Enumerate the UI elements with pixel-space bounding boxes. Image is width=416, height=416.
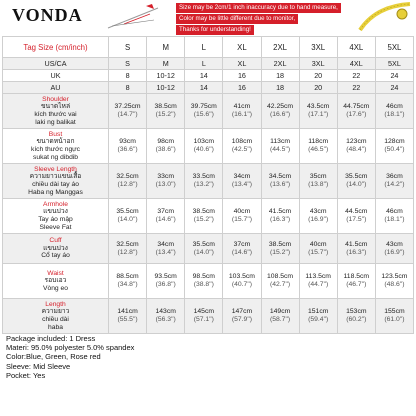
value-cm: 38.5cm	[192, 208, 215, 215]
size-header-cell: 3XL	[299, 37, 337, 58]
measurement-cell	[299, 199, 337, 234]
measurement-cell	[147, 199, 185, 234]
measurement-cell	[223, 129, 261, 164]
measurement-translation: แขนบ่วง	[43, 244, 68, 252]
value-inch: (15.7")	[308, 248, 329, 256]
measurement-translation: ความยาว	[41, 308, 70, 316]
measurement-cell	[223, 234, 261, 264]
value-inch: (12.8")	[117, 181, 138, 188]
value-cm: 123.5cm	[381, 273, 408, 280]
measurement-cell	[299, 94, 337, 129]
value-inch: (57.1")	[193, 316, 214, 323]
value-inch: (15.7")	[231, 216, 253, 223]
measurement-label	[3, 129, 109, 164]
value-cm: 151cm	[307, 308, 329, 315]
value-cm: 32.5cm	[116, 173, 139, 180]
value-cm: 44.75cm	[343, 103, 370, 110]
value-cm: 41.5cm	[268, 208, 292, 215]
value-inch: (15.2")	[269, 248, 291, 256]
value-inch: (14.0")	[193, 248, 214, 256]
measurement-name: Cuff	[49, 237, 62, 245]
value-cm: 149cm	[269, 308, 291, 315]
value-inch: (36.8")	[155, 281, 176, 288]
measurement-cell	[337, 264, 375, 299]
value-cm: 88.5cm	[116, 273, 139, 280]
value-cm: 98.5cm	[192, 273, 215, 280]
measurement-cell	[185, 299, 223, 334]
value-cm: 153cm	[346, 308, 367, 315]
value-cm: 34cm	[233, 173, 251, 180]
value-inch: (59.4")	[308, 316, 329, 323]
measurement-cell	[147, 164, 185, 199]
value-cm: 93cm	[119, 138, 136, 145]
measurement-cell	[109, 299, 147, 334]
measurement-cell	[147, 299, 185, 334]
table-cell: 10-12	[147, 82, 185, 94]
table-cell: 18	[261, 70, 299, 82]
measurement-cell	[299, 264, 337, 299]
value-inch: (48.4")	[346, 146, 367, 153]
table-cell: 14	[185, 82, 223, 94]
value-cm: 98cm	[157, 138, 174, 145]
value-inch: (14.6")	[155, 216, 176, 223]
value-inch: (40.7")	[231, 281, 253, 288]
measurement-cell	[185, 129, 223, 164]
value-cm: 34.5cm	[268, 173, 292, 180]
measurement-row	[3, 94, 414, 129]
measurement-cell	[223, 94, 261, 129]
value-cm: 33cm	[157, 173, 174, 180]
value-cm: 108cm	[231, 138, 253, 145]
value-inch: (36.6")	[117, 146, 138, 153]
table-cell: 22	[337, 70, 375, 82]
measurement-cell	[375, 264, 413, 299]
table-cell: 4XL	[337, 58, 375, 70]
measurement-cell	[375, 129, 413, 164]
value-inch: (57.9")	[231, 316, 253, 323]
measurement-cell	[185, 234, 223, 264]
value-inch: (61.0")	[384, 316, 405, 323]
value-cm: 35cm	[309, 173, 327, 180]
value-cm: 128cm	[384, 138, 405, 145]
notice-banner	[176, 3, 346, 36]
value-inch: (16.3")	[346, 248, 367, 256]
measurement-cell	[261, 129, 299, 164]
value-cm: 113cm	[270, 138, 291, 145]
measurement-translation: Tay áo mập	[38, 216, 73, 223]
measurement-cell	[185, 94, 223, 129]
value-cm: 155cm	[384, 308, 405, 315]
measurement-translation: chiều dài	[42, 316, 69, 323]
measurement-translation: ความยาวแขนเสื้อ	[29, 173, 82, 181]
value-cm: 143cm	[155, 308, 176, 315]
row-label: UK	[3, 70, 109, 82]
table-cell: 10-12	[147, 70, 185, 82]
table-cell: 16	[223, 82, 261, 94]
value-cm: 36cm	[386, 173, 403, 180]
measurement-row	[3, 299, 414, 334]
measurement-name: Sleeve Length	[34, 165, 77, 173]
value-inch: (18.1")	[384, 111, 405, 118]
value-inch: (42.5")	[231, 146, 253, 153]
measurement-translation: kích thước ngực	[30, 146, 81, 153]
size-header-cell: L	[185, 37, 223, 58]
value-cm: 35.5cm	[192, 240, 215, 248]
measurement-cell	[261, 94, 299, 129]
measurement-cell	[109, 264, 147, 299]
size-conversion-row	[3, 82, 414, 94]
value-inch: (46.7")	[346, 281, 367, 288]
measurement-cell	[147, 264, 185, 299]
table-cell: XL	[223, 58, 261, 70]
value-cm: 35.5cm	[345, 173, 368, 180]
measurement-label	[3, 94, 109, 129]
measurement-translation: haba	[48, 323, 63, 331]
info-line: Color:Blue, Green, Rose red	[6, 352, 101, 362]
value-cm: 44.5cm	[345, 208, 368, 215]
value-inch: (40.6")	[193, 146, 214, 153]
info-line: Pocket: Yes	[6, 370, 46, 380]
table-cell: 5XL	[375, 58, 413, 70]
measurement-cell	[147, 234, 185, 264]
measurement-cell	[185, 264, 223, 299]
table-cell: 8	[109, 82, 147, 94]
value-inch: (44.5")	[269, 146, 291, 153]
measurement-translation: chiều dài tay áo	[32, 181, 79, 188]
value-inch: (13.0")	[155, 181, 176, 188]
value-cm: 40cm	[233, 208, 251, 215]
measurement-cell	[261, 164, 299, 199]
measurement-cell	[337, 94, 375, 129]
value-cm: 33.5cm	[192, 173, 215, 180]
measurement-name: Bust	[48, 130, 63, 138]
value-inch: (38.8")	[193, 281, 214, 288]
measurement-cell	[109, 199, 147, 234]
value-cm: 39.75cm	[190, 103, 217, 110]
header	[0, 0, 416, 36]
value-inch: (13.6")	[269, 181, 291, 188]
measurement-label	[3, 199, 109, 234]
value-cm: 103.5cm	[228, 273, 255, 280]
value-inch: (14.0")	[117, 216, 138, 223]
measurement-cell	[375, 94, 413, 129]
measurement-label	[3, 234, 109, 264]
measurement-row	[3, 234, 414, 264]
value-cm: 37cm	[157, 208, 174, 215]
value-cm: 38.5cm	[154, 103, 177, 110]
notice-line: Thanks for understanding!	[176, 25, 254, 35]
info-line: Package included: 1 Dress	[6, 334, 96, 343]
table-cell: 20	[299, 82, 337, 94]
value-inch: (13.8")	[308, 181, 329, 188]
measurement-translation: laki ng balikat	[35, 118, 76, 126]
value-cm: 43cm	[309, 208, 327, 215]
value-inch: (16.9")	[308, 216, 329, 223]
measurement-cell	[223, 264, 261, 299]
measurement-row	[3, 199, 414, 234]
measurement-translation: sukat ng dibdib	[33, 153, 78, 161]
measurement-translation: ขนาดไหล่	[40, 103, 71, 111]
measurement-cell	[223, 199, 261, 234]
value-inch: (16.3")	[269, 216, 291, 223]
measurement-cell	[337, 299, 375, 334]
value-cm: 34cm	[157, 240, 174, 248]
measurement-cell	[261, 299, 299, 334]
measurement-cell	[299, 299, 337, 334]
value-cm: 43.5cm	[307, 103, 330, 110]
value-inch: (58.7")	[269, 316, 291, 323]
table-cell: S	[109, 58, 147, 70]
measuring-tape-icon	[356, 0, 414, 34]
measurement-label	[3, 164, 109, 199]
value-cm: 38.5cm	[268, 240, 292, 248]
value-inch: (56.3")	[155, 316, 176, 323]
measurement-cell	[261, 234, 299, 264]
measurement-cell	[375, 164, 413, 199]
value-inch: (16.6")	[269, 111, 291, 118]
measurement-translation: ขนาดหน้าอก	[36, 138, 75, 146]
value-inch: (15.6")	[193, 111, 214, 118]
notice-line: Size may be 2cm/1 inch inaccuracy due to hand measure,	[176, 3, 341, 13]
value-inch: (34.8")	[117, 281, 138, 288]
value-inch: (14.2")	[384, 181, 405, 188]
measurement-cell	[147, 94, 185, 129]
table-cell: 24	[375, 82, 413, 94]
product-info	[6, 334, 134, 380]
value-cm: 108.5cm	[267, 273, 294, 280]
value-cm: 41.5cm	[345, 240, 368, 248]
value-inch: (15.2")	[155, 111, 176, 118]
table-cell: 16	[223, 70, 261, 82]
value-cm: 93.5cm	[154, 273, 177, 280]
measurement-cell	[299, 164, 337, 199]
value-inch: (48.6")	[384, 281, 405, 288]
measurement-row	[3, 264, 414, 299]
measurement-label	[3, 299, 109, 334]
measurement-cell	[261, 264, 299, 299]
measurement-cell	[223, 299, 261, 334]
value-cm: 141cm	[117, 308, 138, 315]
measurement-cell	[185, 164, 223, 199]
value-cm: 32.5cm	[116, 240, 139, 248]
measurement-cell	[337, 199, 375, 234]
value-inch: (50.4")	[384, 146, 405, 153]
value-inch: (14.6")	[231, 248, 253, 256]
value-cm: 46cm	[386, 208, 403, 215]
measurement-translation: Cổ tay áo	[41, 252, 70, 260]
measurement-label	[3, 264, 109, 299]
table-cell: 2XL	[261, 58, 299, 70]
value-cm: 118.5cm	[343, 273, 370, 280]
measurement-translation: แขนบ่วง	[43, 208, 68, 216]
measurement-cell	[109, 94, 147, 129]
value-cm: 46cm	[386, 103, 403, 110]
value-cm: 123cm	[346, 138, 367, 145]
measurement-cell	[337, 164, 375, 199]
value-cm: 145cm	[193, 308, 215, 315]
measurement-cell	[375, 199, 413, 234]
table-cell: 18	[261, 82, 299, 94]
value-inch: (44.7")	[308, 281, 329, 288]
size-header-row	[3, 37, 414, 58]
value-inch: (16.9")	[384, 248, 405, 256]
value-inch: (46.5")	[308, 146, 329, 153]
table-cell: M	[147, 58, 185, 70]
table-cell: 8	[109, 70, 147, 82]
measurement-cell	[337, 234, 375, 264]
value-cm: 37.25cm	[114, 103, 141, 110]
measurement-cell	[299, 234, 337, 264]
value-inch: (13.4")	[155, 248, 176, 256]
size-conversion-row	[3, 70, 414, 82]
ruler-icon	[102, 2, 162, 32]
value-cm: 118cm	[308, 138, 329, 145]
measurement-name: Shoulder	[42, 95, 69, 103]
value-cm: 40cm	[309, 240, 327, 248]
value-inch: (16.1")	[231, 111, 253, 118]
table-cell: 22	[337, 82, 375, 94]
measurement-cell	[223, 164, 261, 199]
size-header-cell: S	[109, 37, 147, 58]
measurement-cell	[299, 129, 337, 164]
measurement-cell	[109, 129, 147, 164]
value-inch: (17.5")	[346, 216, 367, 223]
measurement-row	[3, 164, 414, 199]
measurement-translation: kích thước vai	[34, 111, 77, 118]
value-inch: (15.2")	[193, 216, 214, 223]
value-inch: (12.8")	[117, 248, 138, 256]
table-cell: L	[185, 58, 223, 70]
measurement-name: Armhole	[43, 200, 68, 208]
size-header-cell: XL	[223, 37, 261, 58]
measurement-translation: Haba ng Manggas	[28, 188, 83, 196]
value-cm: 43cm	[386, 240, 403, 248]
measurement-translation: รอบเอว	[44, 277, 67, 285]
measurement-translation: Vòng eo	[43, 284, 68, 292]
value-inch: (17.1")	[308, 111, 329, 118]
measurement-cell	[147, 129, 185, 164]
measurement-cell	[261, 199, 299, 234]
value-inch: (14.7")	[117, 111, 138, 118]
table-cell: 3XL	[299, 58, 337, 70]
value-cm: 41cm	[233, 103, 251, 110]
size-chart-table	[2, 36, 414, 334]
value-cm: 35.5cm	[116, 208, 139, 215]
value-inch: (55.5")	[117, 316, 138, 323]
size-header-cell: M	[147, 37, 185, 58]
measurement-name: Waist	[47, 269, 64, 277]
measurement-cell	[109, 164, 147, 199]
brand-logo: VONDA	[12, 5, 83, 25]
row-label: Tag Size (cm/inch)	[3, 37, 109, 58]
size-header-cell: 4XL	[337, 37, 375, 58]
measurement-row	[3, 129, 414, 164]
info-line: Sleeve: Mid Sleeve	[6, 361, 71, 371]
value-inch: (60.2")	[346, 316, 367, 323]
measurement-cell	[375, 234, 413, 264]
info-line: Materi: 95.0% polyester 5.0% spandex	[6, 343, 135, 353]
row-label: US/CA	[3, 58, 109, 70]
value-cm: 103cm	[193, 138, 215, 145]
notice-line: Color may be little different due to monitor,	[176, 14, 298, 24]
row-label: AU	[3, 82, 109, 94]
measurement-cell	[185, 199, 223, 234]
value-inch: (13.2")	[193, 181, 214, 188]
value-inch: (18.1")	[384, 216, 405, 223]
value-inch: (13.4")	[231, 181, 253, 188]
measurement-cell	[109, 234, 147, 264]
table-cell: 20	[299, 70, 337, 82]
size-header-cell: 2XL	[261, 37, 299, 58]
value-inch: (14.0")	[346, 181, 367, 188]
size-header-cell: 5XL	[375, 37, 413, 58]
value-cm: 37cm	[233, 240, 251, 248]
value-inch: (17.6")	[346, 111, 367, 118]
measurement-translation: Sleeve Fat	[39, 223, 72, 231]
size-conversion-row	[3, 58, 414, 70]
measurement-name: Length	[45, 300, 66, 308]
measurement-cell	[337, 129, 375, 164]
value-cm: 147cm	[231, 308, 253, 315]
value-cm: 113.5cm	[305, 273, 331, 280]
measurement-cell	[375, 299, 413, 334]
value-cm: 42.25cm	[267, 103, 294, 110]
value-inch: (42.7")	[269, 281, 291, 288]
value-inch: (38.6")	[155, 146, 176, 153]
table-cell: 24	[375, 70, 413, 82]
table-cell: 14	[185, 70, 223, 82]
